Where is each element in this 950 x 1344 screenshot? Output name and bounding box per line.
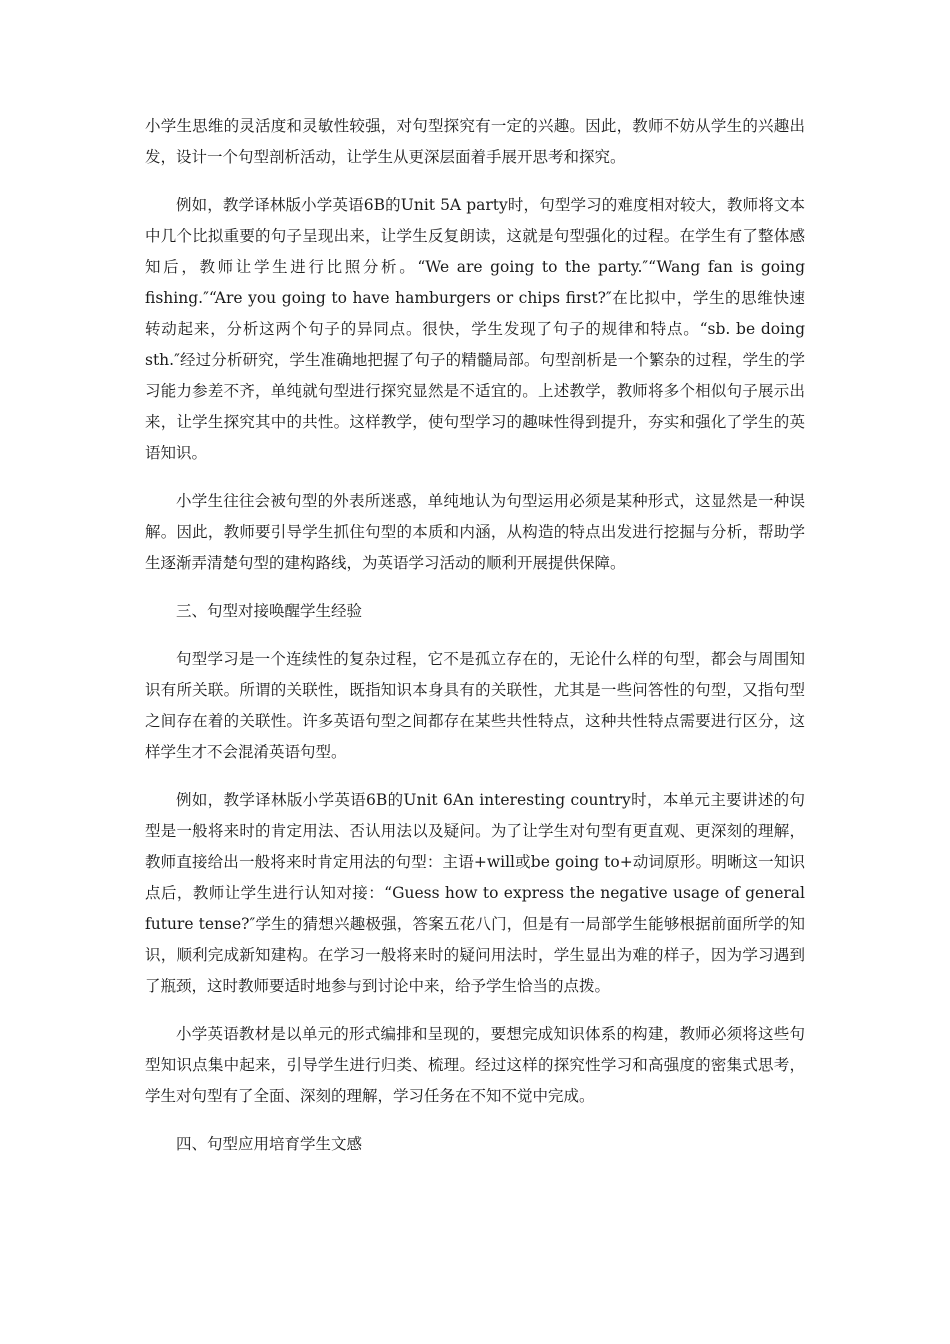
paragraph-5: 例如，教学译林版小学英语6B的Unit 6An interesting country时，本单元主要讲述的句型是一般将来时的肯定用法、否认用法以及疑问。为了让学生对句型有更直观、更深刻的理解，教师直接给出一般将来时肯定用法的句型：主语+will或be going to+动词原形。明晰这一知识点后，教师让学生进行认知对接：“Guess how to express the negative usage of general future tense?″学生的猜想兴趣极强，答案五花八门，但是有一局部学生能够根据前面所学的知识，顺利完成新知建构。在学习一般将来时的疑问用法时，学生显出为难的样子，因为学习遇到了瓶颈，这时教师要适时地参与到讨论中来，给予学生恰当的点拨。	[145, 791, 805, 995]
paragraph-3: 小学生往往会被句型的外表所迷惑，单纯地认为句型运用必须是某种形式，这显然是一种误解。因此，教师要引导学生抓住句型的本质和内涵，从构造的特点出发进行挖掘与分析，帮助学生逐渐弄清楚句型的建构路线，为英语学习活动的顺利开展提供保障。	[145, 492, 805, 572]
paragraph-6: 小学英语教材是以单元的形式编排和呈现的，要想完成知识体系的构建，教师必须将这些句型知识点集中起来，引导学生进行归类、梳理。经过这样的探究性学习和高强度的密集式思考，学生对句型有了全面、深刻的理解，学习任务在不知不觉中完成。	[145, 1025, 805, 1105]
section-heading-4: 四、句型应用培育学生文感	[176, 1135, 363, 1153]
section-heading-3: 三、句型对接唤醒学生经验	[176, 602, 363, 620]
document-body	[145, 111, 805, 1177]
paragraph-4: 句型学习是一个连续性的复杂过程，它不是孤立存在的，无论什么样的句型，都会与周围知识有所关联。所谓的关联性，既指知识本身具有的关联性，尤其是一些问答性的句型，又指句型之间存在着的关联性。许多英语句型之间都存在某些共性特点，这种共性特点需要进行区分，这样学生才不会混淆英语句型。	[145, 650, 805, 761]
paragraph-1: 小学生思维的灵活度和灵敏性较强，对句型探究有一定的兴趣。因此，教师不妨从学生的兴趣出发，设计一个句型剖析活动，让学生从更深层面着手展开思考和探究。	[145, 117, 805, 166]
paragraph-2: 例如，教学译林版小学英语6B的Unit 5A party时，句型学习的难度相对较大，教师将文本中几个比拟重要的句子呈现出来，让学生反复朗读，这就是句型强化的过程。在学生有了整体感知后，教师让学生进行比照分析。“We are going to the party.″“Wang fan is going fishing.″“Are you going to have hamburgers or chips first?″在比拟中，学生的思维快速转动起来，分析这两个句子的异同点。很快，学生发现了句子的规律和特点。“sb. be doing sth.″经过分析研究，学生准确地把握了句子的精髓局部。句型剖析是一个繁杂的过程，学生的学习能力参差不齐，单纯就句型进行探究显然是不适宜的。上述教学，教师将多个相似句子展示出来，让学生探究其中的共性。这样教学，使句型学习的趣味性得到提升，夯实和强化了学生的英语知识。	[145, 196, 805, 462]
